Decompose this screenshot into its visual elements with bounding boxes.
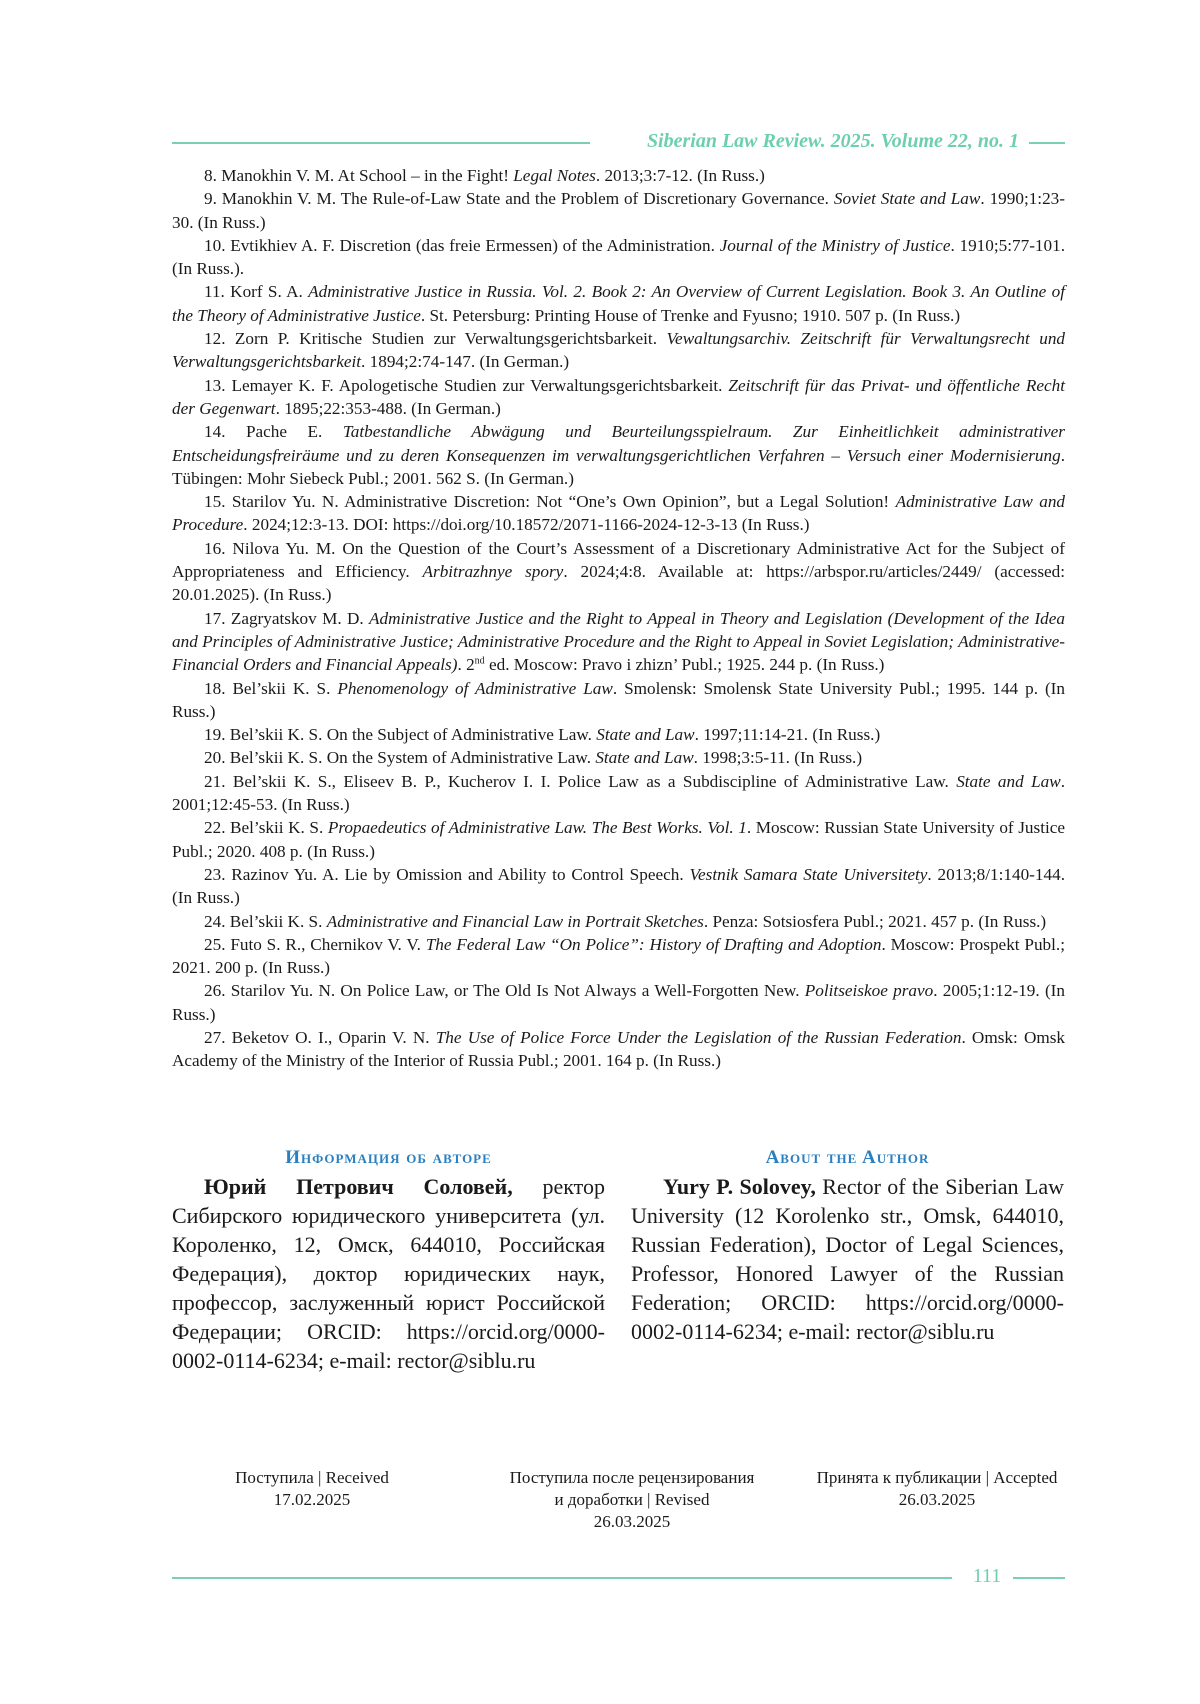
- author-text-en: [631, 1172, 1064, 1346]
- page-footer: [172, 1565, 1065, 1591]
- author-text-ru: [172, 1172, 605, 1375]
- reference-lead: 24. Bel’skii K. S.: [204, 911, 327, 931]
- reference-tail: . Penza: Sotsiosfera Publ.; 2021. 457 p. (In Russ.): [703, 911, 1047, 931]
- reference-item: [172, 327, 1065, 374]
- reference-lead: 13. Lemayer K. F. Apologetische Studien zur Verwaltungsgerichtsbarkeit.: [204, 375, 729, 395]
- reference-tail: . 1998;3:5-11. (In Russ.): [693, 748, 863, 768]
- reference-item: [172, 863, 1065, 910]
- reference-source: The Federal Law “On Police”: History of Drafting and Adoption: [425, 934, 882, 954]
- author-name-ru: Юрий Петрович Соловей,: [204, 1174, 513, 1199]
- reference-lead: 26. Starilov Yu. N. On Police Law, or The Old Is Not Always a Well-Forgotten New.: [204, 981, 805, 1001]
- header-rule-left: [172, 142, 590, 144]
- reference-source: Propaedeutics of Administrative Law. The Best Works. Vol. 1: [327, 818, 747, 838]
- reference-tail: . 1894;2:74-147. (In German.): [361, 352, 570, 372]
- article-dates: [172, 1467, 1065, 1547]
- reference-tail: . Tübingen: Mohr Siebeck Publ.; 2001. 562 S. (In German.): [172, 445, 1065, 488]
- author-info-ru: [172, 1147, 605, 1375]
- reference-source: Journal of the Ministry of Justice: [719, 235, 951, 255]
- reference-item: [172, 677, 1065, 724]
- reference-tail: . 2: [457, 655, 475, 675]
- reference-list: [172, 164, 1065, 1073]
- reference-item: [172, 816, 1065, 863]
- reference-source: Zeitschrift für das Privat- und öffentliche Recht der Gegenwart: [172, 375, 1066, 418]
- reference-tail: . 2024;12:3-13. DOI: https://doi.org/10.18572/2071-1166-2024-12-3-13 (In Russ.): [243, 515, 810, 535]
- reference-lead: 9. Manokhin V. M. The Rule-of-Law State and the Problem of Discretionary Governance.: [204, 189, 834, 209]
- reference-source: Legal Notes: [513, 166, 596, 185]
- revised-date-block: [472, 1467, 792, 1533]
- accepted-date-block: [792, 1467, 1082, 1511]
- reference-source: Politseiskoe pravo: [804, 981, 934, 1001]
- author-details-ru: ректор Сибирского юридического университета (ул. Короленко, 12, Омск, 644010, Российская Федерация), доктор юридических наук, профессор, заслуженный юрист Российской Федерации; ORCID: https://orcid.org/0000-0002-0114-6234; e-mail: rector@siblu.ru: [172, 1174, 605, 1373]
- reference-tail: . Moscow: Prospekt Publ.; 2021. 200 p. (In Russ.): [172, 934, 1065, 978]
- reference-item: [172, 979, 1065, 1026]
- reference-tail: . Smolensk: Smolensk State University Publ.; 1995. 144 p. (In Russ.): [172, 678, 1065, 721]
- reference-lead: 17. Zagryatskov M. D.: [204, 608, 370, 628]
- running-header: [172, 130, 1065, 156]
- reference-source: State and Law: [956, 771, 1061, 791]
- received-date-block: [212, 1467, 412, 1511]
- journal-title: Siberian Law Review. 2025. Volume 22, no. 1: [646, 130, 1019, 152]
- reference-tail: . 1895;22:353-488. (In German.): [275, 398, 501, 418]
- reference-source: Administrative and Financial Law in Portrait Sketches: [326, 911, 704, 931]
- reference-lead: 21. Bel’skii K. S., Eliseev B. P., Kucherov I. I. Police Law as a Subdiscipline of Administrative Law.: [204, 771, 957, 791]
- received-date: 17.02.2025: [273, 1490, 351, 1509]
- header-rule-right: [1029, 142, 1065, 144]
- reference-item: [172, 1026, 1065, 1073]
- reference-lead: 11. Korf S. A.: [204, 282, 309, 302]
- author-details-en: Rector of the Siberian Law University (12 Korolenko str., Omsk, 644010, Russian Federation), Doctor of Legal Sciences, Professor, Honored Lawyer of the Russian Federation; ORCID: https://orcid.org/0000-0002-0114-6234; e-mail: rector@siblu.ru: [631, 1174, 1064, 1344]
- reference-tail: . 1990;1:23-30. (In Russ.): [172, 189, 1065, 232]
- reference-tail: . 1997;11:14-21. (In Russ.): [694, 725, 881, 745]
- reference-source: Tatbestandliche Abwägung und Beurteilungsspielraum. Zur Einheitlichkeit administrativer Entscheidungsfreiräume und zu deren Konsequenzen im verwaltungsgerichtlichen Verfahren – Versuch einer Modernisierung: [172, 422, 1065, 465]
- reference-item: [172, 910, 1065, 933]
- reference-item: [172, 490, 1065, 537]
- received-label: Поступила | Received: [235, 1468, 389, 1487]
- reference-item: [172, 187, 1065, 234]
- author-name-en: Yury P. Solovey,: [663, 1174, 816, 1199]
- author-info-en: [631, 1147, 1064, 1346]
- reference-item: [172, 164, 1065, 187]
- reference-item: [172, 746, 1065, 769]
- reference-lead: 10. Evtikhiev A. F. Discretion (das freie Ermessen) of the Administration.: [204, 235, 720, 255]
- reference-lead: 16. Nilova Yu. M. On the Question of the Court’s Assessment of a Discretionary Administrative Act for the Subject of Appropriateness and Efficiency.: [172, 538, 1065, 582]
- revised-label-line1: Поступила после рецензирования: [509, 1468, 755, 1487]
- revised-label-line2: и доработки | Revised: [554, 1490, 710, 1509]
- reference-source: State and Law: [596, 725, 695, 745]
- reference-item: [172, 770, 1065, 817]
- reference-source: Vestnik Samara State Universitety: [689, 864, 928, 884]
- page-number: 111: [972, 1565, 1002, 1587]
- reference-lead: 27. Beketov O. I., Oparin V. N.: [204, 1027, 436, 1047]
- author-heading-ru: Информация об авторе: [285, 1147, 492, 1168]
- reference-tail: . 2024;4:8. Available at: https://arbspor.ru/articles/2449/ (accessed: 20.01.2025). (In Russ.): [172, 562, 1065, 605]
- reference-tail: . 2013;8/1:140-144. (In Russ.): [172, 864, 1065, 908]
- reference-lead: 19. Bel’skii K. S. On the Subject of Administrative Law.: [204, 725, 597, 745]
- reference-lead: 25. Futo S. R., Chernikov V. V.: [204, 934, 426, 954]
- revised-date: 26.03.2025: [593, 1512, 671, 1531]
- accepted-date: 26.03.2025: [898, 1490, 976, 1509]
- reference-tail: . 1910;5:77-101. (In Russ.).: [172, 235, 1065, 279]
- reference-tail-continued: ed. Moscow: Pravo i zhizn’ Publ.; 1925. 244 p. (In Russ.): [484, 655, 885, 675]
- reference-superscript: nd: [474, 655, 485, 667]
- footer-rule-left: [172, 1577, 952, 1579]
- reference-source: Phenomenology of Administrative Law: [337, 678, 613, 698]
- reference-source: State and Law: [595, 748, 694, 768]
- reference-source: Arbitrazhnye spory: [422, 562, 564, 582]
- reference-tail: . 2001;12:45-53. (In Russ.): [172, 771, 1065, 815]
- reference-item: [172, 607, 1065, 677]
- reference-item: [172, 933, 1065, 980]
- reference-lead: 20. Bel’skii K. S. On the System of Administrative Law.: [204, 748, 596, 768]
- reference-tail: . Omsk: Omsk Academy of the Ministry of the Interior of Russia Publ.; 2001. 164 p. (In Russ.): [172, 1027, 1066, 1071]
- reference-tail: . 2013;3:7-12. (In Russ.): [595, 166, 765, 185]
- reference-item: [172, 374, 1065, 421]
- reference-lead: 23. Razinov Yu. A. Lie by Omission and Ability to Control Speech.: [204, 864, 690, 884]
- reference-source: The Use of Police Force Under the Legislation of the Russian Federation: [435, 1027, 962, 1047]
- reference-tail: . St. Petersburg: Printing House of Trenke and Fyusno; 1910. 507 p. (In Russ.): [420, 305, 961, 325]
- footer-rule-right: [1013, 1577, 1065, 1579]
- reference-source: Administrative Justice and the Right to Appeal in Theory and Legislation (Development of the Idea and Principles of Administrative Justice; Administrative Procedure and the Right to Appeal in Soviet Legislation; Administrative-Financial Orders and Financial Appeals): [172, 608, 1065, 675]
- reference-item: [172, 420, 1065, 490]
- reference-lead: 22. Bel’skii K. S.: [204, 818, 328, 838]
- reference-lead: 8. Manokhin V. M. At School – in the Fight!: [204, 166, 514, 185]
- reference-item: [172, 280, 1065, 327]
- reference-item: [172, 537, 1065, 607]
- reference-source: Soviet State and Law: [833, 189, 981, 209]
- reference-source: Administrative Justice in Russia. Vol. 2. Book 2: An Overview of Current Legislation. Book 3. An Outline of the Theory of Administrative Justice: [172, 282, 1065, 325]
- reference-item: [172, 234, 1065, 281]
- reference-lead: 18. Bel’skii K. S.: [204, 678, 338, 698]
- reference-source: Administrative Law and Procedure: [172, 492, 1066, 535]
- author-heading-en: About the Author: [765, 1147, 930, 1168]
- reference-lead: 15. Starilov Yu. N. Administrative Discretion: Not “One’s Own Opinion”, but a Legal Solution!: [204, 492, 896, 512]
- accepted-label: Принята к публикации | Accepted: [816, 1468, 1058, 1487]
- reference-source: Vewaltungsarchiv. Zeitschrift für Verwaltungsrecht und Verwaltungsgerichtsbarkeit: [172, 329, 1066, 372]
- reference-tail: . Moscow: Russian State University of Justice Publ.; 2020. 408 p. (In Russ.): [172, 818, 1065, 861]
- reference-lead: 12. Zorn P. Kritische Studien zur Verwaltungsgerichtsbarkeit.: [204, 329, 667, 349]
- reference-item: [172, 723, 1065, 746]
- reference-lead: 14. Pache E.: [204, 422, 343, 442]
- reference-tail: . 2005;1:12-19. (In Russ.): [172, 981, 1065, 1024]
